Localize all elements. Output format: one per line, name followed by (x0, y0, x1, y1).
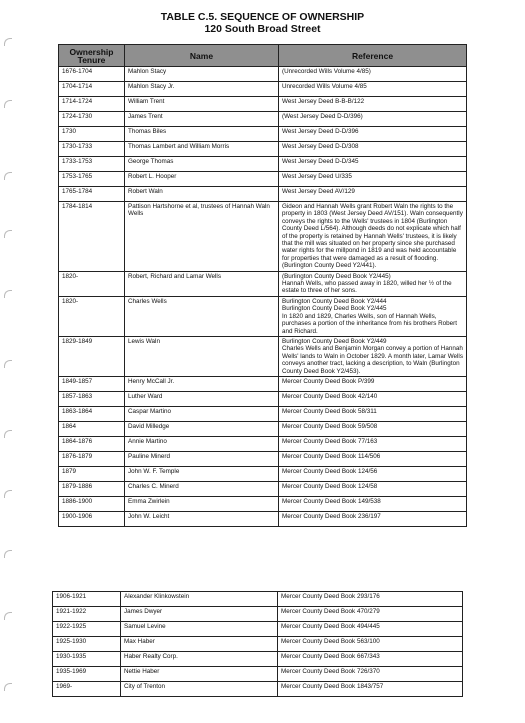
binder-hole-mark (4, 490, 12, 498)
reference-text: Mercer County Deed Book 236/197 (282, 512, 381, 520)
binder-hole-mark (4, 172, 12, 180)
reference-text: West Jersey Deed D-D/396 (282, 128, 359, 135)
ownership-table-main (58, 44, 467, 527)
reference-cell (279, 112, 467, 127)
reference-text: Mercer County Deed Book 726/370 (281, 668, 380, 675)
owner-name-cell: James Dwyer (121, 607, 278, 622)
reference-text: Mercer County Deed Book 1843/757 (281, 683, 384, 690)
tenure-cell: 1730 (59, 127, 125, 142)
reference-text: (West Jersey Deed D-D/396) (282, 113, 363, 120)
reference-text: Mercer County Deed Book 124/58 (282, 482, 378, 490)
reference-cell (278, 637, 463, 652)
reference-cell (279, 296, 467, 336)
table-row (53, 637, 463, 652)
tenure-cell: 1876-1879 (59, 451, 125, 466)
tenure-cell: 1864-1876 (59, 436, 125, 451)
tenure-cell: 1879-1886 (59, 481, 125, 496)
table-title: TABLE C.5. SEQUENCE OF OWNERSHIP (160, 11, 365, 23)
ownership-table-continued (52, 591, 463, 697)
table-row (53, 592, 463, 607)
tenure-cell: 1820- (59, 296, 125, 336)
reference-cell (279, 67, 467, 82)
reference-text: Charles Wells and Benjamin Morgan convey a portion of Hannah Wells' lands to Waln in October 1829. A month later, Lamar Wells conveys another tract, lacking a description, to Waln (Burlington County Deed Book Y2/453). (282, 345, 463, 375)
reference-text: Mercer County Deed Book 149/538 (282, 497, 381, 505)
reference-text: West Jersey Deed B-B-B/122 (282, 98, 365, 105)
reference-cell (279, 511, 467, 526)
reference-cell (279, 436, 467, 451)
reference-text: Burlington County Deed Book Y2/444 (282, 297, 387, 305)
owner-name-cell: George Thomas (125, 157, 279, 172)
table-row (59, 466, 467, 481)
tenure-cell: 1724-1730 (59, 112, 125, 127)
reference-cell (279, 142, 467, 157)
table-row (59, 451, 467, 466)
owner-name-cell: City of Trenton (121, 682, 278, 697)
reference-cell (279, 82, 467, 97)
owner-name-cell: Haber Realty Corp. (121, 652, 278, 667)
reference-cell (278, 667, 463, 682)
owner-name-cell: Robert Waln (125, 187, 279, 202)
header-name: Name (125, 45, 279, 67)
reference-text: (Unrecorded Wills Volume 4/85) (282, 68, 371, 75)
ownership-rows (59, 67, 467, 527)
tenure-cell: 1922-1925 (53, 622, 121, 637)
table-row (59, 336, 467, 376)
table-row (59, 481, 467, 496)
table-row (59, 376, 467, 391)
reference-cell (278, 652, 463, 667)
reference-text: Mercer County Deed Book 58/311 (282, 407, 377, 415)
binder-hole-mark (4, 683, 12, 691)
reference-cell (278, 622, 463, 637)
reference-text: Mercer County Deed Book P/399 (282, 377, 375, 385)
reference-text: West Jersey Deed D-D/345 (282, 158, 359, 165)
owner-name-cell: Nettie Haber (121, 667, 278, 682)
tenure-cell: 1849-1857 (59, 376, 125, 391)
reference-text: (Burlington County Deed Book Y2/445) (282, 272, 391, 280)
tenure-cell: 1886-1900 (59, 496, 125, 511)
owner-name-cell: Robert L. Hooper (125, 172, 279, 187)
table-row (59, 67, 467, 82)
table-row (59, 82, 467, 97)
table-row (59, 202, 467, 272)
header-tenure: Ownership Tenure (59, 45, 125, 67)
reference-cell (278, 682, 463, 697)
table-row (59, 271, 467, 296)
binder-hole-mark (4, 550, 12, 558)
table-row (59, 511, 467, 526)
table-row (53, 607, 463, 622)
owner-name-cell: Emma Zwirlein (125, 496, 279, 511)
table-row (59, 157, 467, 172)
reference-text: Burlington County Deed Book Y2/445 (282, 305, 387, 313)
reference-text: Mercer County Deed Book 77/163 (282, 437, 378, 445)
reference-cell (279, 172, 467, 187)
reference-text: Burlington County Deed Book Y2/449 (282, 337, 387, 345)
owner-name-cell: Luther Ward (125, 391, 279, 406)
owner-name-cell: James Trent (125, 112, 279, 127)
owner-name-cell: Lewis Waln (125, 336, 279, 376)
tenure-cell: 1863-1864 (59, 406, 125, 421)
table-row (59, 406, 467, 421)
table-row (59, 421, 467, 436)
table-row (59, 496, 467, 511)
tenure-cell: 1857-1863 (59, 391, 125, 406)
reference-cell (278, 607, 463, 622)
reference-text: Gideon and Hannah Wells grant Robert Waln the rights to the property in 1803 (West Jersey Deed AV/151). Waln consequently conveys the rights to the Wells' trustees in 1804 (Burlington County Deed L/564). Although deeds do not explicate which half of the property is retained by Hannah Wells' trustees, it is likely that the mill was situated on her property since she purchased water rights for the millpond in 1819 and was held accountable for properties that were damaged as a result of flooding. (Burlington County Deed Y2/441). (282, 203, 463, 270)
binder-hole-mark (4, 100, 12, 108)
tenure-cell: 1969- (53, 682, 121, 697)
tenure-cell: 1730-1733 (59, 142, 125, 157)
reference-cell (279, 391, 467, 406)
table-row (53, 622, 463, 637)
reference-text: Mercer County Deed Book 42/140 (282, 392, 378, 400)
reference-cell (279, 336, 467, 376)
reference-cell (279, 271, 467, 296)
reference-cell (279, 481, 467, 496)
reference-cell (279, 157, 467, 172)
owner-name-cell: Thomas Lambert and William Morris (125, 142, 279, 157)
owner-name-cell: Pattison Hartshorne et al, trustees of Hannah Waln Wells (125, 202, 279, 272)
table-row (59, 142, 467, 157)
tenure-cell: 1879 (59, 466, 125, 481)
reference-text: Mercer County Deed Book 293/176 (281, 593, 380, 600)
owner-name-cell: David Milledge (125, 421, 279, 436)
ownership-rows-continued (53, 592, 463, 697)
owner-name-cell: Robert, Richard and Lamar Wells (125, 271, 279, 296)
reference-text: Mercer County Deed Book 667/343 (281, 653, 380, 660)
table-row (53, 667, 463, 682)
header-reference: Reference (279, 45, 467, 67)
reference-text: In 1820 and 1829, Charles Wells, son of Hannah Wells, purchases a portion of the inheritance from his brothers Robert and Richard. (282, 312, 458, 335)
owner-name-cell: Charles Wells (125, 296, 279, 336)
tenure-cell: 1704-1714 (59, 82, 125, 97)
table-row (59, 97, 467, 112)
tenure-cell: 1784-1814 (59, 202, 125, 272)
reference-cell (279, 97, 467, 112)
owner-name-cell: Mahlon Stacy (125, 67, 279, 82)
binder-hole-mark (4, 230, 12, 238)
table-row (59, 436, 467, 451)
binder-hole-mark (4, 430, 12, 438)
reference-text: Mercer County Deed Book 124/56 (282, 467, 378, 475)
reference-text: West Jersey Deed U/335 (282, 173, 352, 180)
owner-name-cell: Pauline Minerd (125, 451, 279, 466)
binder-hole-mark (4, 290, 12, 298)
owner-name-cell: Alexander Klinkowstein (121, 592, 278, 607)
table-subtitle: 120 South Broad Street (204, 23, 321, 35)
reference-text: Unrecorded Wills Volume 4/85 (282, 83, 367, 90)
reference-text: Mercer County Deed Book 114/506 (282, 452, 381, 460)
binder-hole-mark (4, 38, 12, 46)
table-row (59, 296, 467, 336)
reference-text: Mercer County Deed Book 563/100 (281, 638, 380, 645)
table-row (53, 652, 463, 667)
tenure-cell: 1753-1765 (59, 172, 125, 187)
owner-name-cell: Annie Martino (125, 436, 279, 451)
table-row (59, 112, 467, 127)
tenure-cell: 1829-1849 (59, 336, 125, 376)
owner-name-cell: Max Haber (121, 637, 278, 652)
owner-name-cell: Thomas Biles (125, 127, 279, 142)
owner-name-cell: Caspar Martino (125, 406, 279, 421)
table-row (59, 391, 467, 406)
reference-text: West Jersey Deed AV/129 (282, 188, 355, 195)
owner-name-cell: Samuel Levine (121, 622, 278, 637)
owner-name-cell: John W. Leicht (125, 511, 279, 526)
tenure-cell: 1820- (59, 271, 125, 296)
reference-cell (279, 187, 467, 202)
reference-cell (279, 376, 467, 391)
table-row (59, 172, 467, 187)
tenure-cell: 1676-1704 (59, 67, 125, 82)
reference-cell (279, 451, 467, 466)
owner-name-cell: Charles C. Minerd (125, 481, 279, 496)
tenure-cell: 1906-1921 (53, 592, 121, 607)
tenure-cell: 1733-1753 (59, 157, 125, 172)
reference-text: Hannah Wells, who passed away in 1820, willed her ½ of the estate to three of her sons. (282, 280, 452, 295)
tenure-cell: 1864 (59, 421, 125, 436)
owner-name-cell: William Trent (125, 97, 279, 112)
tenure-cell: 1921-1922 (53, 607, 121, 622)
reference-cell (279, 466, 467, 481)
tenure-cell: 1714-1724 (59, 97, 125, 112)
reference-text: Mercer County Deed Book 494/445 (281, 623, 380, 630)
tenure-cell: 1900-1906 (59, 511, 125, 526)
table-row (59, 187, 467, 202)
owner-name-cell: Henry McCall Jr. (125, 376, 279, 391)
reference-text: Mercer County Deed Book 470/279 (281, 608, 380, 615)
tenure-cell: 1765-1784 (59, 187, 125, 202)
binder-hole-mark (4, 360, 12, 368)
reference-text: Mercer County Deed Book 59/508 (282, 422, 378, 430)
binder-hole-mark (4, 612, 12, 620)
table-row (53, 682, 463, 697)
reference-cell (279, 202, 467, 272)
tenure-cell: 1935-1969 (53, 667, 121, 682)
reference-cell (279, 421, 467, 436)
owner-name-cell: Mahlon Stacy Jr. (125, 82, 279, 97)
reference-cell (279, 496, 467, 511)
tenure-cell: 1930-1935 (53, 652, 121, 667)
reference-cell (279, 406, 467, 421)
tenure-cell: 1925-1930 (53, 637, 121, 652)
reference-cell (279, 127, 467, 142)
reference-cell (278, 592, 463, 607)
table-row (59, 127, 467, 142)
owner-name-cell: John W. F. Temple (125, 466, 279, 481)
reference-text: West Jersey Deed D-D/308 (282, 143, 359, 150)
